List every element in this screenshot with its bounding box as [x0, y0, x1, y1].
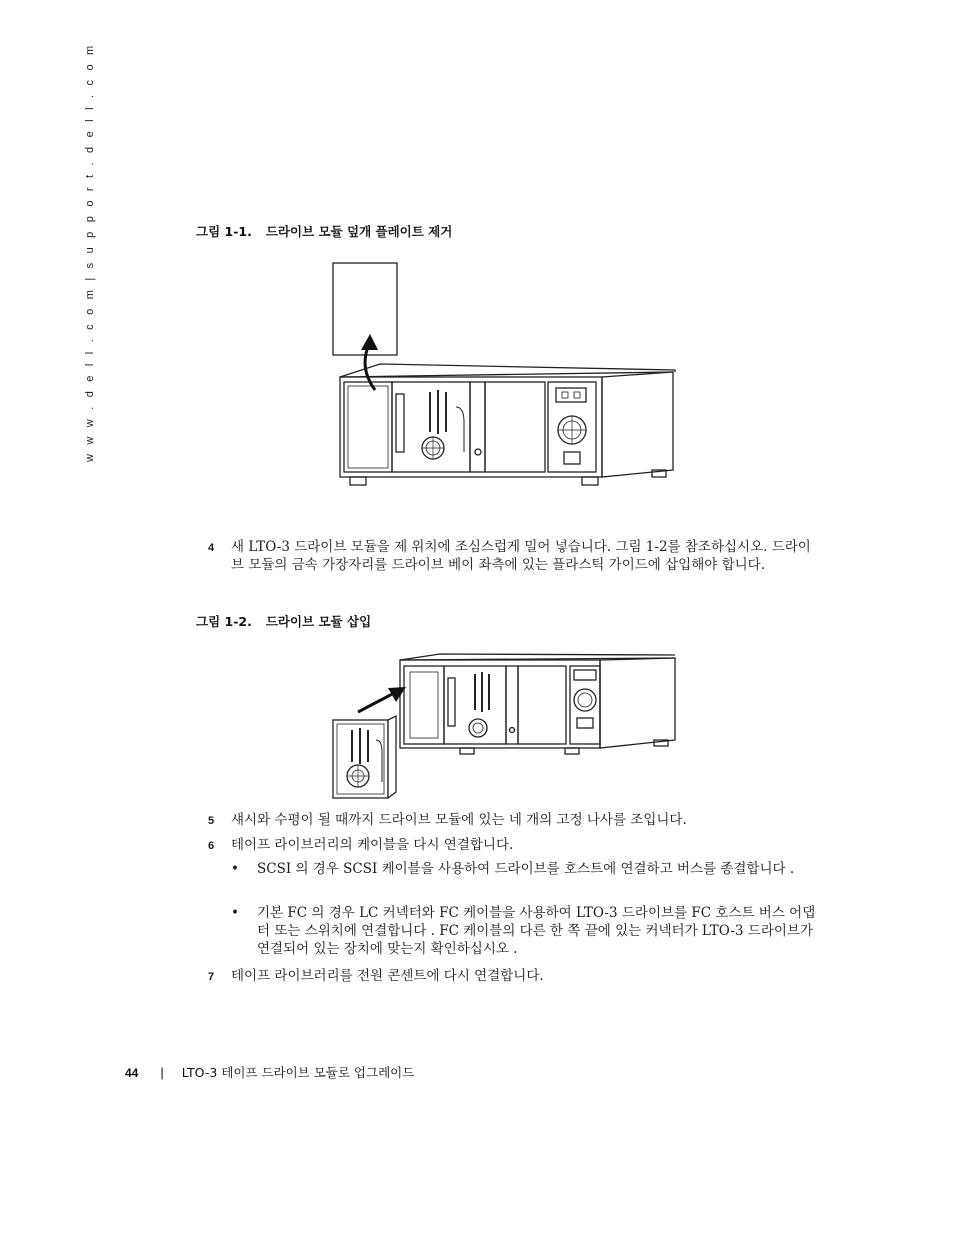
bullet-scsi — [231, 860, 821, 878]
bullet-scsi-text: SCSI 의 경우 SCSI 케이블을 사용하여 드라이브를 호스트에 연결하고 버스를 종결합니다 . — [257, 861, 795, 877]
figure-2-title: 드라이브 모듈 삽입 — [265, 614, 372, 629]
page-footer — [125, 1063, 414, 1081]
bullet-dot: • — [231, 905, 239, 921]
step-5 — [208, 811, 818, 829]
step-6 — [208, 836, 818, 854]
footer-title: LTO-3 테이프 드라이브 모듈로 업그레이드 — [181, 1065, 415, 1080]
step-7-text: 테이프 라이브러리를 전원 콘센트에 다시 연결합니다. — [231, 968, 544, 984]
bullet-dot: • — [231, 861, 239, 877]
bullet-fc-text: 기본 FC 의 경우 LC 커넥터와 FC 케이블을 사용하여 LTO-3 드라이브를 FC 호스트 버스 어댑터 또는 스위치에 연결합니다 . FC 케이블의 다른 한 쪽 끝에 있는 커넥터가 LTO-3 드라이브가 연결되어 있는 장치에 맞는지 확인하십시오 . — [257, 905, 816, 957]
figure-2-number: 그림 1-2. — [196, 614, 252, 629]
step-6-number: 6 — [208, 840, 215, 852]
step-7-number: 7 — [208, 971, 215, 983]
figure-1-illustration — [330, 262, 680, 492]
side-url: w w w . d e l l . c o m | s u p p o r t . d e l l . c o m — [84, 42, 96, 462]
figure-1-title: 드라이브 모듈 덮개 플레이트 제거 — [265, 224, 453, 239]
bullet-fc — [231, 904, 821, 958]
footer-separator: | — [160, 1065, 164, 1080]
step-7 — [208, 967, 818, 985]
step-6-text: 테이프 라이브러리의 케이블을 다시 연결합니다. — [231, 837, 514, 853]
figure-1-number: 그림 1-1. — [196, 224, 252, 239]
step-5-text: 섀시와 수평이 될 때까지 드라이브 모듈에 있는 네 개의 고정 나사를 조입니다. — [231, 812, 687, 828]
step-4-text: 새 LTO-3 드라이브 모듈을 제 위치에 조심스럽게 밀어 넣습니다. 그림 1-2를 참조하십시오. 드라이브 모듈의 금속 가장자리를 드라이브 베이 좌측에 있는 플라스틱 가이드에 삽입해야 합니다. — [231, 539, 811, 573]
figure-2-caption — [196, 612, 371, 630]
step-5-number: 5 — [208, 815, 215, 827]
figure-1-caption — [196, 222, 452, 240]
figure-2-illustration — [330, 650, 680, 802]
step-4-number: 4 — [208, 542, 215, 554]
step-4 — [208, 538, 818, 574]
page-number: 44 — [125, 1066, 139, 1080]
